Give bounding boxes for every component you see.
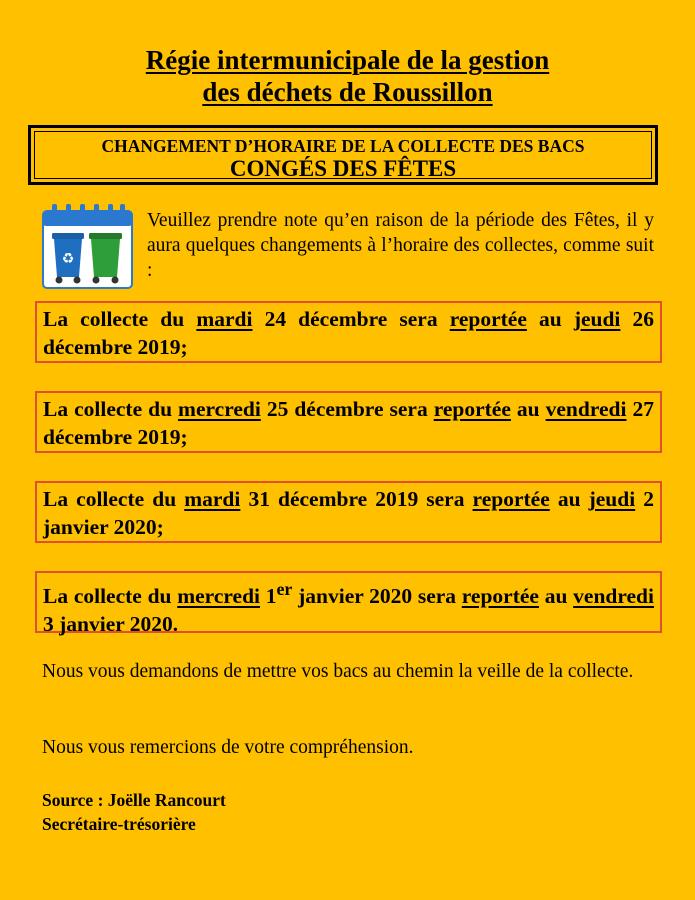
original-day: mercredi — [178, 397, 261, 421]
notice-subheading: CONGÉS DES FÊTES — [229, 156, 457, 181]
document-title — [0, 44, 695, 108]
change-text: 31 décembre 2019 sera — [240, 487, 473, 511]
source-title: Secrétaire-trésorière — [42, 814, 196, 834]
original-day: mercredi — [177, 584, 260, 609]
source-signature — [42, 788, 226, 836]
change-text: La collecte du — [43, 397, 179, 421]
change-text: La collecte du — [43, 584, 178, 609]
ordinal-suffix: er — [276, 579, 293, 599]
original-day: mardi — [184, 487, 241, 511]
new-day: jeudi — [588, 487, 636, 511]
notice-inner-frame — [34, 131, 652, 179]
title-line-2: des déchets de Roussillon — [202, 77, 493, 107]
reported-word: reportée — [461, 584, 539, 609]
change-text: 25 décembre sera — [260, 397, 434, 421]
change-text: au — [549, 487, 589, 511]
schedule-change-4 — [35, 571, 662, 637]
schedule-change-2 — [35, 391, 662, 453]
reported-word: reportée — [449, 307, 527, 331]
change-text: La collecte du — [43, 307, 197, 331]
change-text: 1 — [260, 584, 277, 609]
reported-word: reportée — [433, 397, 511, 421]
original-day: mardi — [196, 307, 253, 331]
schedule-change-3 — [35, 481, 662, 543]
title-line-1: Régie intermunicipale de la gestion — [145, 45, 550, 75]
svg-text:♻: ♻ — [61, 251, 75, 267]
new-date: 3 janvier 2020. — [43, 612, 179, 637]
instruction-paragraph: Nous vous demandons de mettre vos bacs au chemin la veille de la collecte. — [42, 661, 634, 682]
new-day: jeudi — [573, 307, 621, 331]
change-text: au — [510, 397, 546, 421]
schedule-change-1 — [35, 301, 662, 363]
change-text: janvier 2020 sera — [292, 584, 462, 609]
reported-word: reportée — [472, 487, 550, 511]
recycling-bins-calendar-icon — [42, 203, 133, 289]
change-text: La collecte du — [43, 487, 185, 511]
change-text: au — [526, 307, 574, 331]
new-date: 2 janvier 2020; — [43, 487, 654, 539]
thanks-paragraph: Nous vous remercions de votre compréhension. — [42, 737, 414, 758]
new-date: 26 décembre 2019; — [43, 307, 654, 359]
new-day: vendredi — [573, 584, 654, 609]
intro-paragraph: Veuillez prendre note qu’en raison de la période des Fêtes, il y aura quelques changements à l’horaire des collectes, comme suit : — [147, 210, 654, 281]
notice-banner — [28, 125, 658, 185]
new-date: 27 décembre 2019; — [43, 397, 654, 449]
notice-heading: CHANGEMENT D’HORAIRE DE LA COLLECTE DES BACS — [101, 136, 585, 156]
change-text: 24 décembre sera — [252, 307, 450, 331]
change-text: au — [538, 584, 574, 609]
new-day: vendredi — [545, 397, 627, 421]
source-name: Source : Joëlle Rancourt — [42, 790, 226, 810]
